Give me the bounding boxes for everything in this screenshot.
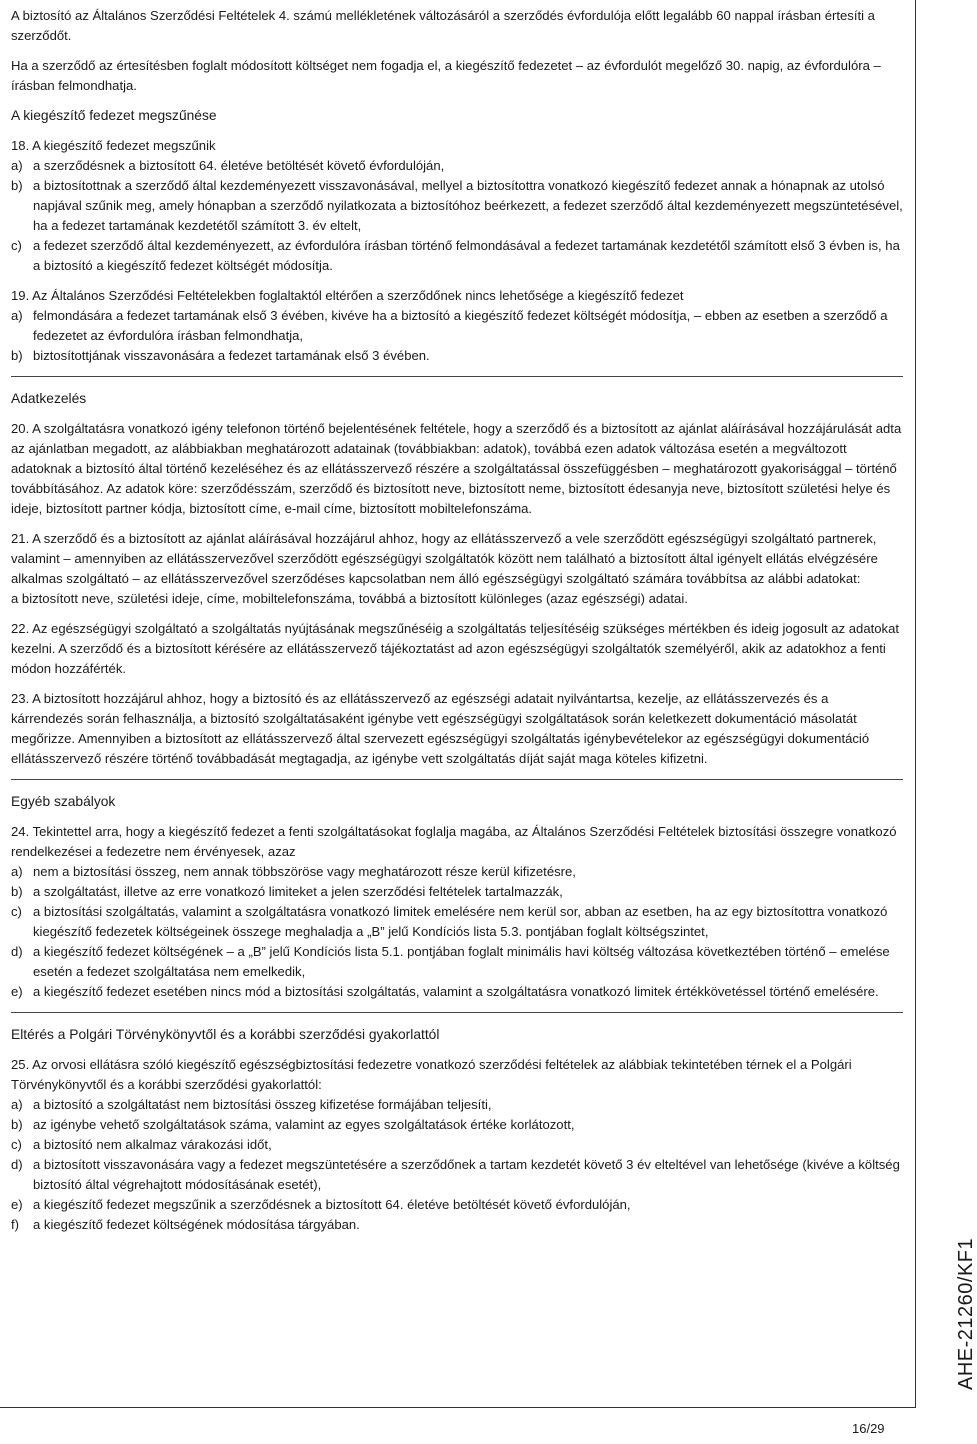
- data-handling-section: [11, 376, 903, 769]
- list-item: [11, 862, 903, 882]
- other-rules-section: [11, 779, 903, 1002]
- list-item: [11, 942, 903, 982]
- paragraph-21: 21. A szerződő és a biztosított az ajánlat aláírásával hozzájárul ahhoz, hogy az ellátásszervező a vele szerződött egészségügyi szolgáltató partnerek, valamint – amennyiben az ellátásszervezővel szerződött egészségügyi szolgáltatók között nem található a biztosított által igényelt ellátás elvégzésére alkalmas szolgáltató – az ellátásszervezővel szerződéses kapcsolatban nem álló egészségügyi szolgáltató számára továbbítsa az alábbi adatokat:: [11, 531, 878, 586]
- list-item: [11, 306, 903, 346]
- paragraph-18-list: [11, 156, 903, 276]
- list-item-label: b): [11, 178, 23, 193]
- other-rules-heading: Egyéb szabályok: [11, 794, 116, 809]
- paragraph-23: 23. A biztosított hozzájárul ahhoz, hogy a biztosító és az ellátásszervező az egészségi adatait nyilvántartsa, kezelje, az ellátásszervezés és a kárrendezés során felhasználja, a biztosító szolgáltatásaként igénybe vett egészségügyi szolgáltatások során keletkezett dokumentáció másolatát megőrizze. Amennyiben a biztosított az ellátásszervező által szervezett egészségügyi szolgáltatás igénybevételekor az egészségügyi dokumentáció ellátásszervező részére történő továbbadását megtagadja, az igénybe vett szolgáltatás díját saját maga köteles kifizetni.: [11, 691, 870, 766]
- paragraph-18-intro: 18. A kiegészítő fedezet megszűnik: [11, 138, 216, 153]
- list-item: [11, 236, 903, 276]
- list-item: [11, 156, 903, 176]
- list-item-text: a biztosító a szolgáltatást nem biztosítási összeg kifizetése formájában teljesíti,: [33, 1097, 492, 1112]
- page-number: 16/29: [852, 1421, 885, 1436]
- list-item: [11, 176, 903, 236]
- intro-paragraph-1: A biztosító az Általános Szerződési Feltételek 4. számú mellékletének változásáról a szerződés évfordulója előtt legalább 60 nappal írásban értesíti a szerződőt.: [11, 8, 875, 43]
- list-item-label: a): [11, 864, 23, 879]
- list-item-text: a kiegészítő fedezet költségének módosítása tárgyában.: [33, 1217, 360, 1232]
- list-item: [11, 982, 903, 1002]
- paragraph-22: 22. Az egészségügyi szolgáltató a szolgáltatás nyújtásának megszűnéséig a szolgáltatás teljesítéséig szükséges mértékben és ideig jogosult az adatokat kezelni. A szerződő és a biztosított kérésére az ellátásszervező tájékoztatást ad azon egészségügyi szolgáltatók személyéről, akik az adatokhoz a fenti módon hozzáférték.: [11, 621, 899, 676]
- paragraph-21-tail: a biztosított neve, születési ideje, címe, mobiltelefonszáma, továbbá a biztosított különleges (azaz egészségi) adatai.: [11, 591, 688, 606]
- list-item-label: a): [11, 1097, 23, 1112]
- list-item: [11, 1155, 903, 1195]
- paragraph-19-list: [11, 306, 903, 366]
- intro-section: [11, 6, 903, 96]
- deviation-heading: Eltérés a Polgári Törvénykönyvtől és a korábbi szerződési gyakorlattól: [11, 1027, 440, 1042]
- data-handling-heading: Adatkezelés: [11, 391, 87, 406]
- list-item: [11, 1215, 903, 1235]
- list-item-label: b): [11, 884, 23, 899]
- list-item-text: a fedezet szerződő által kezdeményezett, az évfordulóra írásban történő felmondásával a fedezet tartamának kezdetétől számított első 3 évben is, ha a biztosító a kiegészítő fedezet költségét módosítja.: [33, 238, 900, 273]
- list-item-text: a szolgáltatást, illetve az erre vonatkozó limiteket a jelen szerződési feltételek tartalmazzák,: [33, 884, 563, 899]
- paragraph-24-list: [11, 862, 903, 1002]
- termination-heading: A kiegészítő fedezet megszűnése: [11, 108, 217, 123]
- termination-section: [11, 106, 903, 366]
- list-item-text: a biztosító nem alkalmaz várakozási időt,: [33, 1137, 272, 1152]
- list-item-text: a kiegészítő fedezet költségének – a „B” jelű Kondíciós lista 5.1. pontjában foglalt minimális havi költség változása következtében történő – emelése esetén a fedezet szolgáltatása nem emelkedik,: [33, 944, 890, 979]
- list-item-label: b): [11, 1117, 23, 1132]
- list-item-text: a kiegészítő fedezet megszűnik a szerződésnek a biztosított 64. életéve betöltését követő évfordulóján,: [33, 1197, 631, 1212]
- paragraph-20: 20. A szolgáltatásra vonatkozó igény telefonon történő bejelentésének feltétele, hogy a szerződő és a biztosított az ajánlat aláírásával hozzájárulását adta az ajánlatban megadott, az alábbiakban meghatározott adatainak (továbbiakban: adatok), továbbá ezen adatok változása esetén a megváltozott adatoknak a biztosító által történő kezeléséhez és az ellátásszervező részére a szolgáltatással összefüggésben – meghatározott gyakorisággal – történő továbbításához. Az adatok köre: szerződésszám, szerződő és biztosított neve, biztosított neme, biztosított édesanyja neve, biztosított születési helye és ideje, biztosított partner kódja, biztosított címe, e-mail címe, biztosított mobiltelefonszáma.: [11, 421, 902, 516]
- intro-paragraph-2: Ha a szerződő az értesítésben foglalt módosított költséget nem fogadja el, a kiegészítő fedezetet – az évfordulót megelőző 30. napig, az évfordulóra – írásban felmondhatja.: [11, 58, 881, 93]
- list-item-label: c): [11, 238, 22, 253]
- list-item-label: e): [11, 1197, 23, 1212]
- paragraph-25-intro: 25. Az orvosi ellátásra szóló kiegészítő egészségbiztosítási fedezetre vonatkozó szerződési feltételek az alábbiak tekintetében térnek el a Polgári Törvénykönyvtől és a korábbi szerződési gyakorlattól:: [11, 1057, 852, 1092]
- list-item-label: c): [11, 1137, 22, 1152]
- list-item-label: b): [11, 348, 23, 363]
- list-item: [11, 882, 903, 902]
- list-item-text: a szerződésnek a biztosított 64. életéve betöltését követő évfordulóján,: [33, 158, 445, 173]
- paragraph-19-intro: 19. Az Általános Szerződési Feltételekben foglaltaktól eltérően a szerződőnek nincs lehetősége a kiegészítő fedezet: [11, 288, 684, 303]
- list-item: [11, 902, 903, 942]
- paragraph-25-list: [11, 1095, 903, 1235]
- list-item-label: a): [11, 158, 23, 173]
- list-item-label: e): [11, 984, 23, 999]
- list-item: [11, 1135, 903, 1155]
- list-item-text: a biztosítottnak a szerződő által kezdeményezett visszavonásával, mellyel a biztosítottra vonatkozó kiegészítő fedezet annak a hónapnak az utolsó napjával szűnik meg, amely hónapban a szerződő nyilatkozata a biztosítóhoz beérkezett, a fedezet szerződő által kezdeményezett megszüntetésével, ha a fedezet tartamának kezdetétől számított 3. év eltelt,: [33, 178, 903, 233]
- list-item-label: f): [11, 1217, 19, 1232]
- list-item-text: a kiegészítő fedezet esetében nincs mód a biztosítási szolgáltatás, valamint a szolgáltatásra vonatkozó limitek értékkövetéssel történő emelésére.: [33, 984, 879, 999]
- list-item-label: d): [11, 944, 23, 959]
- list-item-text: nem a biztosítási összeg, nem annak többszöröse vagy meghatározott része kerül kifizetésre,: [33, 864, 576, 879]
- list-item: [11, 1095, 903, 1115]
- list-item-text: a biztosítási szolgáltatás, valamint a szolgáltatásra vonatkozó limitek emelésére nem kerül sor, abban az esetben, ha az egy biztosítottra vonatkozó kiegészítő fedezetek költségeinek összege meghaladja a „B” jelű Kondíciós lista 5.3. pontjában foglalt költségszintet,: [33, 904, 888, 939]
- deviation-section: [11, 1012, 903, 1235]
- list-item: [11, 346, 903, 366]
- list-item: [11, 1115, 903, 1135]
- list-item-text: biztosítottjának visszavonására a fedezet tartamának első 3 évében.: [33, 348, 430, 363]
- list-item-label: d): [11, 1157, 23, 1172]
- list-item-text: felmondására a fedezet tartamának első 3 évében, kivéve ha a biztosító a kiegészítő fedezet költségét módosítja, – ebben az esetben a szerződő a fedezetet az évfordulóra írásban felmondhatja,: [33, 308, 888, 343]
- list-item-label: a): [11, 308, 23, 323]
- list-item-text: az igénybe vehető szolgáltatások száma, valamint az egyes szolgáltatások értéke korlátozott,: [33, 1117, 575, 1132]
- document-content: [11, 6, 903, 1245]
- document-code: AHE-21260/KF1: [955, 1237, 977, 1390]
- list-item-label: c): [11, 904, 22, 919]
- paragraph-24-intro: 24. Tekintettel arra, hogy a kiegészítő fedezet a fenti szolgáltatásokat foglalja magába, az Általános Szerződési Feltételek biztosítási összegre vonatkozó rendelkezései a fedezetre nem érvényesek, azaz: [11, 824, 897, 859]
- list-item-text: a biztosított visszavonására vagy a fedezet megszüntetésére a szerződőnek a tartam kezdetét követő 3 év elteltével van lehetősége (kivéve a költség biztosító által végrehajtott módosításának esetét),: [33, 1157, 900, 1192]
- list-item: [11, 1195, 903, 1215]
